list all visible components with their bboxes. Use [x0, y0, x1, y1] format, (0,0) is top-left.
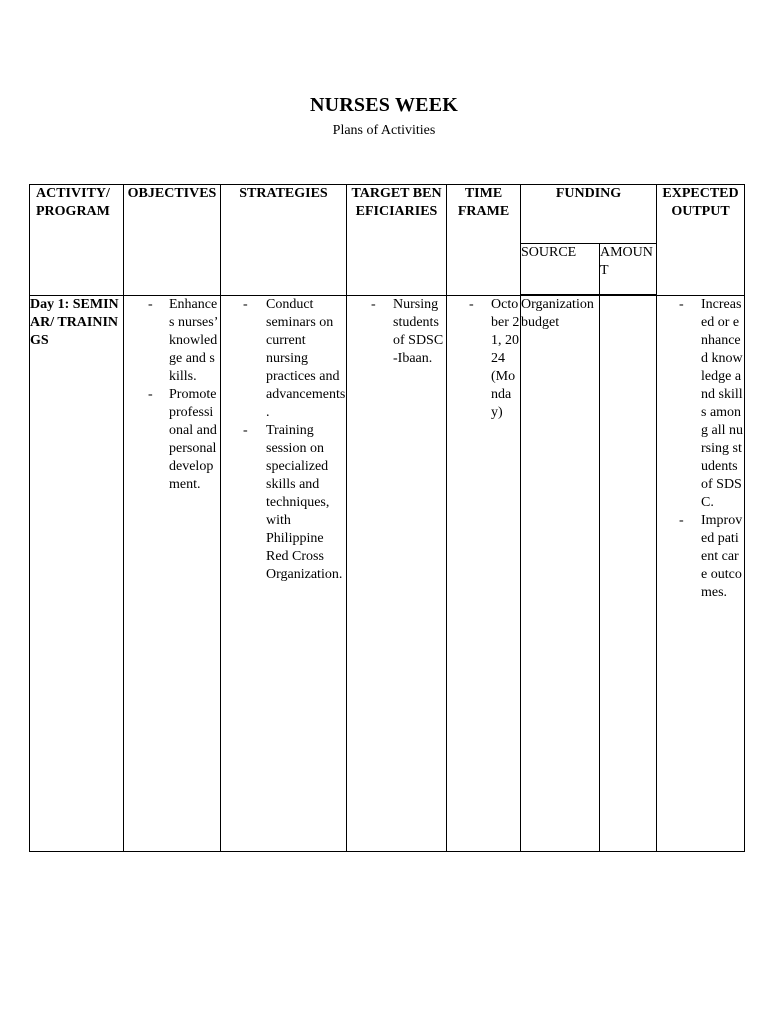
table-row — [30, 295, 745, 852]
header-amount: AMOUNT — [600, 244, 657, 296]
header-target-beneficiaries: TARGET BENEFICIARIES — [347, 185, 447, 296]
list-item: - Training session on specialized skills and techniques, with Philippine Red Cross Organization. — [243, 422, 343, 582]
dash-marker: - — [148, 296, 153, 312]
expected-output-list — [657, 296, 744, 602]
target-cell — [347, 295, 447, 852]
list-item: - Nursing students of SDSC-Ibaan. — [371, 296, 444, 366]
activities-table — [29, 184, 745, 852]
header-time-frame: TIME FRAME — [447, 185, 521, 296]
list-item: - Enhances nurses’ knowledge and skills. — [148, 296, 218, 384]
activity-cell: Day 1: SEMINAR/ TRAININGS — [30, 295, 124, 852]
objectives-list — [124, 296, 220, 494]
header-source: SOURCE — [521, 244, 600, 296]
document-subtitle: Plans of Activities — [332, 123, 436, 138]
strategies-cell — [221, 295, 347, 852]
list-item: - October 21, 2024 (Monday) — [469, 296, 520, 420]
list-item: - Improved patient care outcomes. — [679, 512, 743, 600]
document-title: NURSES WEEK — [310, 94, 458, 116]
target-list — [347, 296, 446, 368]
source-cell: Organization budget — [521, 295, 600, 852]
dash-marker: - — [469, 296, 474, 312]
time-frame-list — [447, 296, 520, 422]
dash-marker: - — [243, 296, 248, 312]
list-item: - Increased or enhanced knowledge and skills among all nursing students of SDSC. — [679, 296, 743, 510]
header-objectives: OBJECTIVES — [124, 185, 221, 296]
dash-marker: - — [148, 386, 153, 402]
expected-output-cell — [657, 295, 745, 852]
list-item: - Promote professional and personal development. — [148, 386, 217, 492]
header-strategies: STRATEGIES — [221, 185, 347, 296]
header-expected-output: EXPECTED OUTPUT — [657, 185, 745, 296]
dash-marker: - — [679, 512, 684, 528]
dash-marker: - — [243, 422, 248, 438]
strategies-list — [221, 296, 346, 584]
amount-cell — [600, 295, 657, 852]
objectives-cell — [124, 295, 221, 852]
dash-marker: - — [679, 296, 684, 312]
time-frame-cell — [447, 295, 521, 852]
header-funding: FUNDING — [521, 185, 657, 244]
header-activity: ACTIVITY/ PROGRAM — [30, 185, 124, 296]
header-row — [30, 185, 745, 244]
dash-marker: - — [371, 296, 376, 312]
list-item: - Conduct seminars on current nursing practices and advancements. — [243, 296, 346, 420]
